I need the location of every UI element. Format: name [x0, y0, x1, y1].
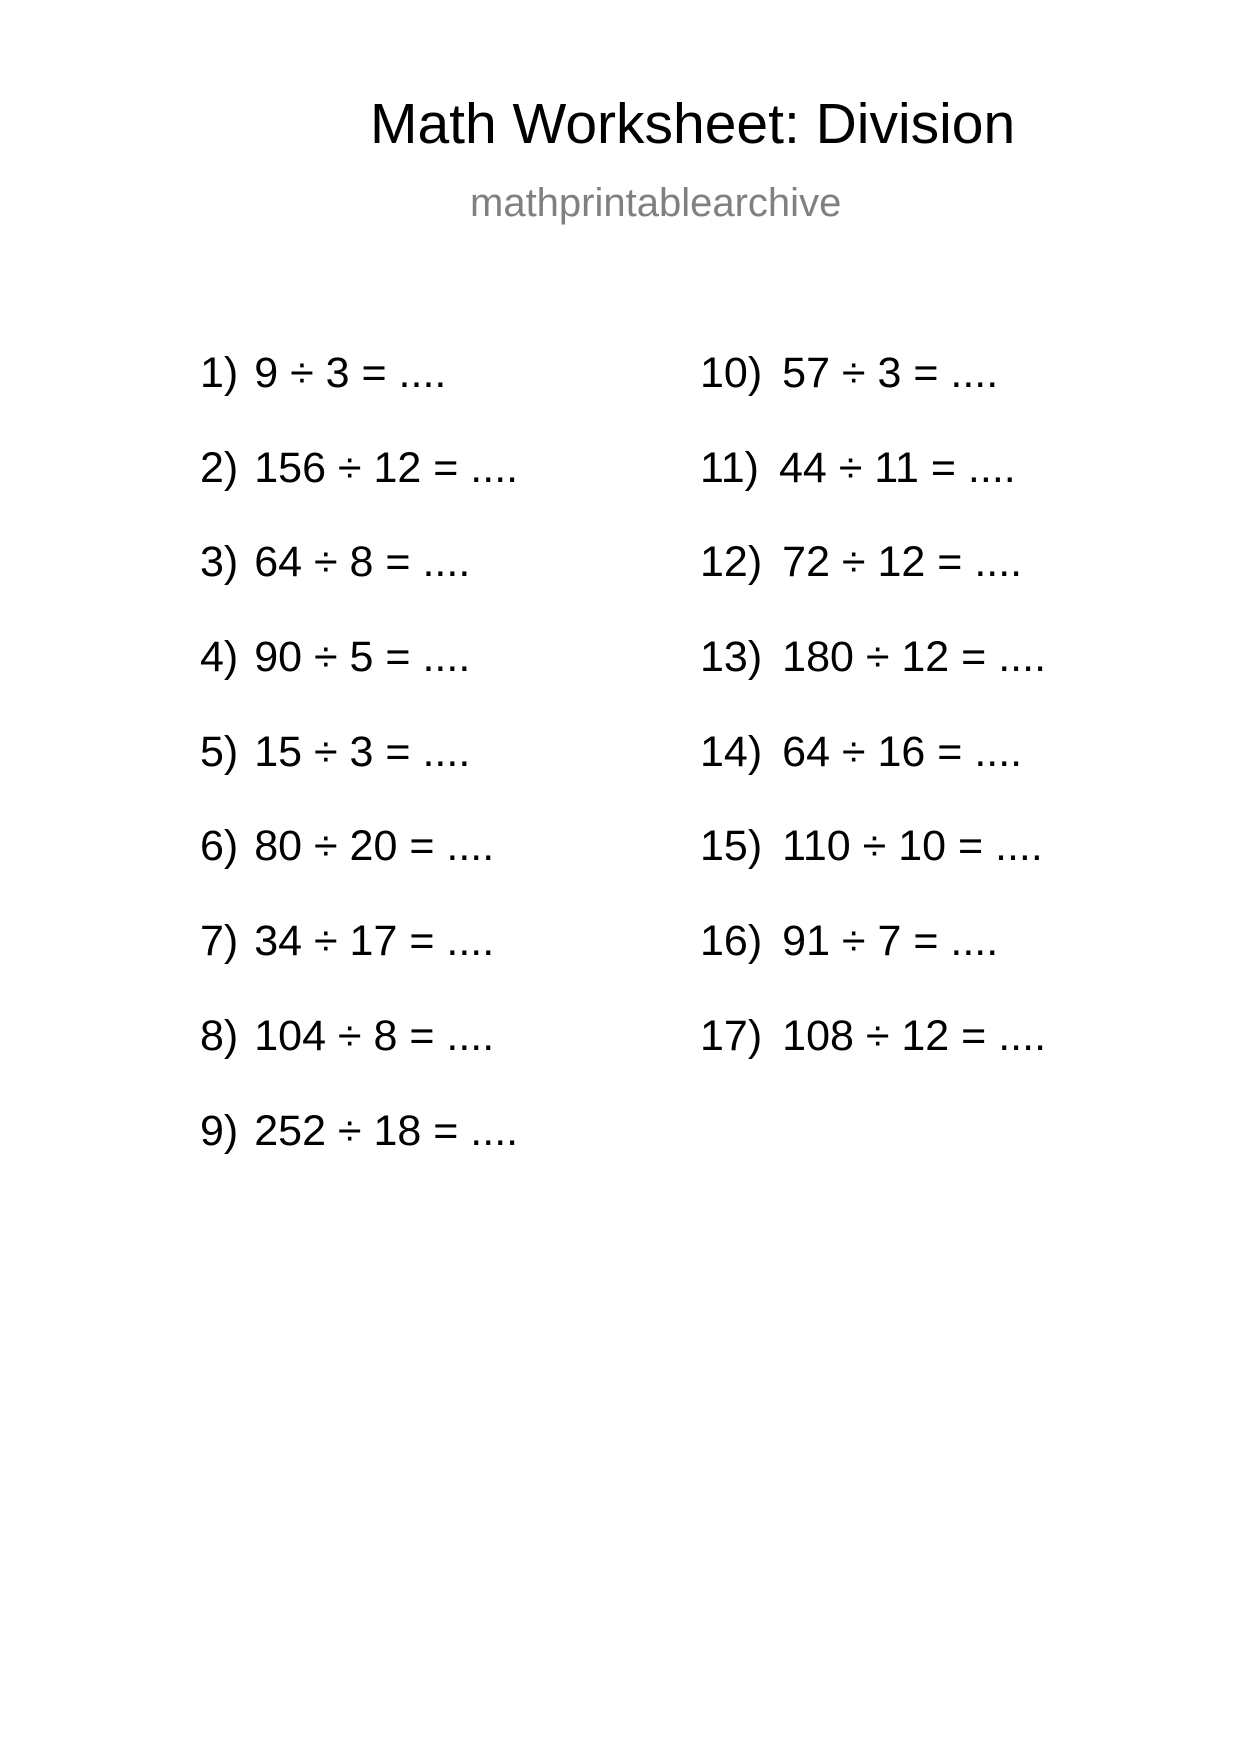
problem-expression: 15 ÷ 3 = .... [254, 727, 471, 776]
problem-column-left [200, 349, 519, 1204]
problem-expression: 64 ÷ 16 = .... [782, 727, 1023, 776]
problem-item [200, 1106, 519, 1205]
problem-number: 10) [700, 349, 763, 397]
problem-expression: 108 ÷ 12 = .... [782, 1011, 1047, 1060]
problem-number: 5) [200, 727, 239, 776]
problem-number: 17) [700, 1011, 763, 1060]
problem-item [700, 633, 1047, 731]
problem-expression: 252 ÷ 18 = .... [254, 1106, 519, 1155]
problem-number: 11) [700, 443, 759, 492]
problem-expression: 72 ÷ 12 = .... [782, 538, 1023, 587]
problem-number: 16) [700, 917, 763, 966]
problem-number: 6) [200, 822, 239, 871]
problem-item [200, 443, 519, 542]
problem-item [200, 822, 518, 920]
problem-item [200, 349, 518, 447]
problem-expression: 34 ÷ 17 = .... [254, 917, 495, 966]
problem-number: 4) [200, 633, 239, 682]
problem-item [700, 349, 1046, 447]
problem-number: 14) [700, 727, 763, 776]
problem-item [200, 538, 518, 636]
problem-number: 7) [200, 917, 239, 966]
problem-number: 3) [200, 538, 239, 587]
problem-item [700, 443, 1046, 542]
problem-expression: 64 ÷ 8 = .... [254, 538, 471, 587]
problem-number: 9) [200, 1106, 239, 1155]
problem-expression: 91 ÷ 7 = .... [782, 917, 999, 966]
problem-expression: 9 ÷ 3 = .... [254, 349, 447, 397]
problem-column-right [700, 349, 1047, 1110]
problem-expression: 90 ÷ 5 = .... [254, 633, 471, 682]
problem-expression: 57 ÷ 3 = .... [782, 349, 999, 397]
problem-item [700, 1011, 1047, 1110]
problem-expression: 80 ÷ 20 = .... [254, 822, 495, 871]
worksheet-title: Math Worksheet: Division [370, 92, 1016, 156]
problem-item [200, 1011, 518, 1110]
worksheet-subtitle: mathprintablearchive [470, 181, 842, 225]
problem-number: 1) [200, 349, 239, 397]
problem-number: 15) [700, 822, 763, 871]
problem-number: 12) [700, 538, 763, 587]
problem-item [700, 538, 1046, 636]
problem-item [700, 917, 1046, 1015]
problem-item [700, 727, 1046, 826]
problem-item [200, 633, 518, 731]
problem-item [200, 727, 518, 826]
problem-number: 2) [200, 443, 239, 492]
problem-expression: 156 ÷ 12 = .... [254, 443, 519, 492]
problem-item [200, 917, 518, 1015]
problem-expression: 110 ÷ 10 = .... [782, 822, 1043, 871]
problem-expression: 104 ÷ 8 = .... [254, 1011, 495, 1060]
problem-number: 8) [200, 1011, 239, 1060]
problem-item [700, 822, 1046, 920]
problem-number: 13) [700, 633, 763, 682]
problem-expression: 44 ÷ 11 = .... [778, 443, 1016, 492]
problem-expression: 180 ÷ 12 = .... [782, 633, 1047, 682]
